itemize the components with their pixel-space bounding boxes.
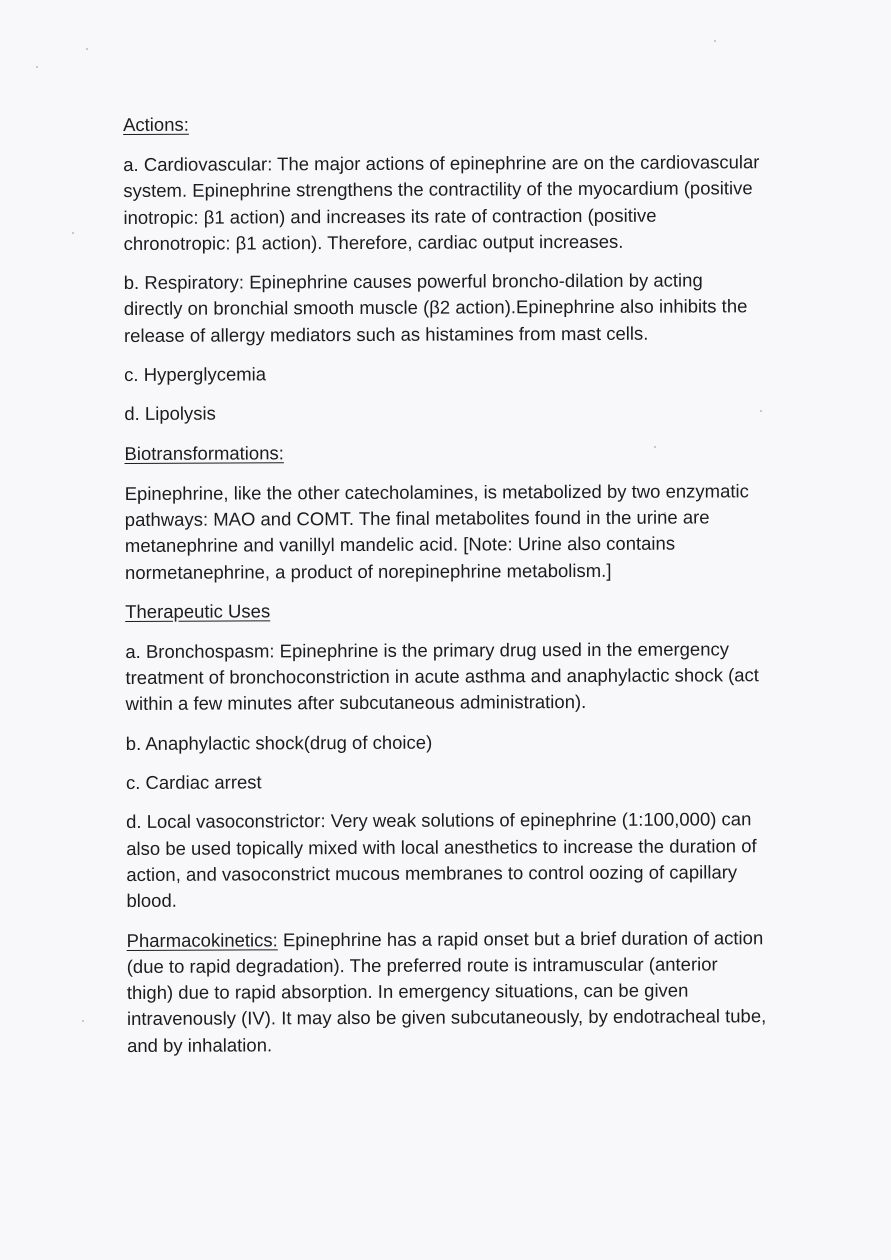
document-body <box>123 109 767 1072</box>
actions-item-d <box>124 399 764 428</box>
item-label: d. <box>126 811 142 833</box>
therapeutic-item-a <box>125 636 765 718</box>
item-label: c. <box>124 364 139 386</box>
item-text: Lipolysis <box>144 402 216 425</box>
biotransformations-text: Epinephrine, like the other catecholamines, is metabolized by two enzymatic pathways: MAO and COMT. The final metabolites found in the urine are metanephrine and vanillyl mandelic acid. [Note: Urine also contains normetanephrine, a product of norepinephrine metabolism.] <box>124 479 749 583</box>
pharmacokinetics-heading: Pharmacokinetics: <box>126 928 278 951</box>
actions-item-b <box>124 267 764 349</box>
item-text: Cardiac arrest <box>145 771 262 793</box>
item-label: c. <box>125 771 141 794</box>
item-text: Respiratory: Epinephrine causes powerful broncho-dilation by acting directly on bronchial smooth muscle (β2 action).Epinephrine also inhibits the release of allergy mediators such as histamines from mast cells. <box>123 269 748 346</box>
item-label: b. <box>123 272 140 294</box>
scan-speck <box>36 66 38 68</box>
item-label: a. <box>125 640 141 662</box>
scan-speck <box>86 48 88 50</box>
item-text: Local vasoconstrictor: Very weak solutions of epinephrine (1:100,000) can also be used topically mixed with local anesthetics to increase the duration of action, and vasoconstrict mucous membranes to control oozing of capillary blood. <box>126 808 757 912</box>
item-text: Bronchospasm: Epinephrine is the primary drug used in the emergency treatment of bronchoconstriction in acute asthma and anaphylactic shock (act within a few minutes after subcutaneous administration). <box>125 638 759 715</box>
actions-item-a <box>123 149 763 257</box>
therapeutic-uses-heading: Therapeutic Uses <box>125 600 271 622</box>
item-label: b. <box>125 732 142 754</box>
item-text: Anaphylactic shock(drug of choice) <box>145 731 433 754</box>
item-text: Cardiovascular: The major actions of epinephrine are on the cardiovascular system. Epinephrine strengthens the contractility of the myocardium (positive inotropic: β1 action) and increases its rate of contraction (positive chronotropic: β1 action). Therefore, cardiac output increases. <box>123 151 760 254</box>
scan-speck <box>72 232 74 234</box>
biotransformations-heading: Biotransformations: <box>124 441 284 464</box>
therapeutic-item-d <box>126 807 766 915</box>
item-text: Hyperglycemia <box>143 363 267 385</box>
pharmacokinetics-text: Epinephrine has a rapid onset but a brief duration of action (due to rapid degradation). The preferred route is intramuscular (anterior thigh) due to rapid absorption. In emergency situations, can be given intravenously (IV). It may also be given subcutaneously, by endotracheal tube, and by inhalation. <box>126 926 767 1056</box>
actions-item-c <box>124 359 764 388</box>
scan-speck <box>714 40 716 42</box>
scan-speck <box>82 1020 84 1022</box>
pharmacokinetics-paragraph <box>127 925 768 1059</box>
therapeutic-item-c <box>126 767 766 796</box>
item-label: a. <box>123 153 139 175</box>
item-label: d. <box>124 403 140 425</box>
therapeutic-item-b <box>126 728 766 757</box>
actions-heading: Actions: <box>123 113 189 135</box>
